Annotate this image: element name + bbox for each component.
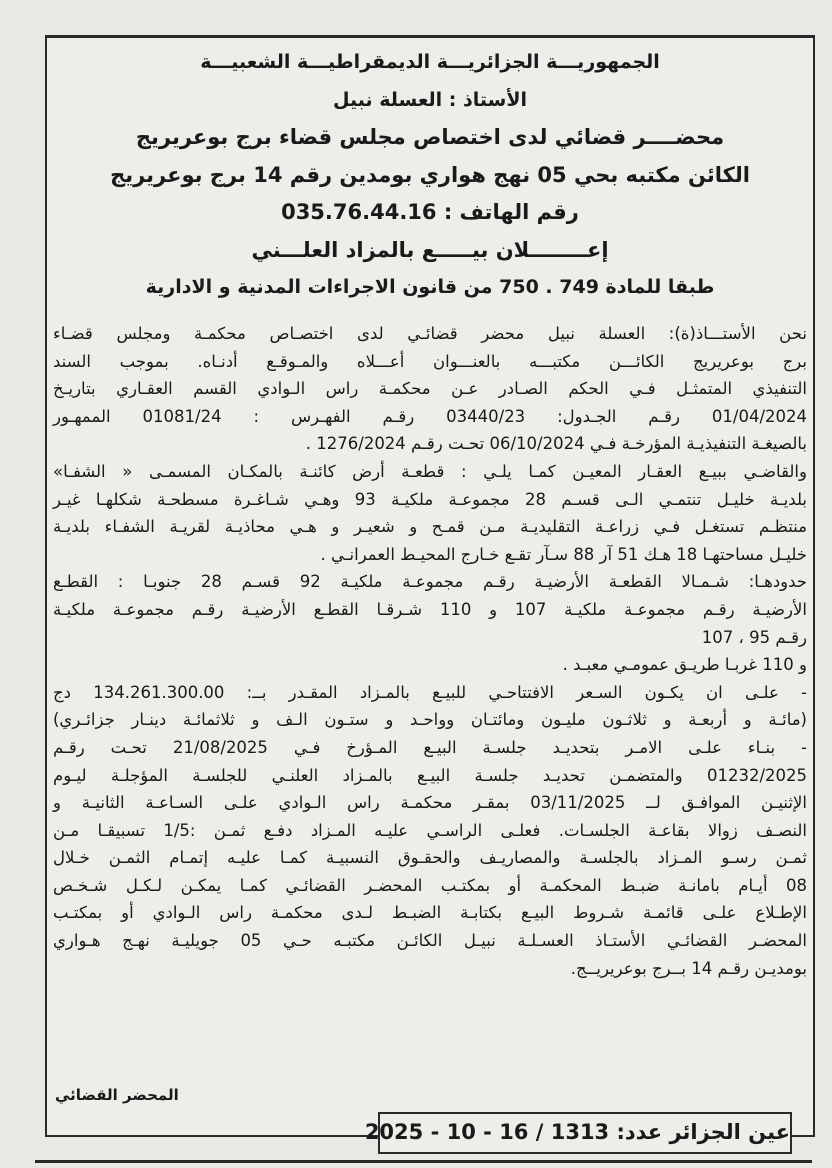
country-heading: الجمهوريـــة الجزائريـــة الديمقراطيـــة الشعبيـــة	[200, 51, 660, 73]
notice-header	[47, 44, 813, 307]
notice-body	[53, 320, 807, 982]
body-line: 01232/2025 والمتضمـن تحديـد جلسـة البيـع بالمـزاد العلنـي للجلسـة المؤجلـة ليـوم	[53, 765, 807, 785]
publication-reference: عين الجزائر عدد: 1313 / 16 - 10 - 2025	[378, 1112, 792, 1154]
body-line: 01/04/2024 رقـم الجـدول: 03440/23 رقـم الفهـرس : 01081/24 الممهـور	[53, 406, 807, 426]
body-line: و 110 غربـا طريـق عمومـي معبـد .	[562, 655, 807, 675]
body-line: - علـى ان يكـون السـعر الافتتاحـي للبيـع بالمـزاد المقـدر بــ: 134.261.300.00 دج	[53, 682, 807, 702]
signature: المحضر القضائي	[55, 1086, 179, 1104]
body-line: بلديـة خليـل تنتمـي الـى قسـم 28 مجموعـة ملكيـة 93 وهـي شـاغـرة مسطحـة شكلهـا غيـر	[53, 489, 808, 509]
body-line: الإطـلاع علـى قائمـة شـروط البيـع بكتابـة الضبـط لـدى محكمـة راس الـوادي أو بمكتـب	[53, 903, 807, 923]
legal-notice-box	[45, 35, 815, 1137]
bailiff-name: الأستاذ : العسلة نبيل	[332, 88, 528, 111]
body-line: والقاضـي ببيـع العقـار المعيـن كمـا يلـي : قطعـة أرض كائنـة بالمكـان المسمـى « الشفـا»	[53, 461, 807, 481]
body-line: رقـم 95 ، 107	[701, 627, 807, 647]
notice-title: إعــــــــلان بيـــــع بالمزاد العلـــني	[251, 237, 609, 262]
body-line: التنفيذي المتمثـل فـي الحكم الصـادر عـن محكمـة راس الـوادي القسم العقـاري بتاريـخ	[53, 379, 807, 399]
body-line: 08 أيـام بامانـة ضبـط المحكمـة أو بمكتـب المحضـر القضائـي كمـا يمكـن لـكـل شـخـص	[53, 875, 807, 895]
bailiff-title: محضــــر قضائي لدى اختصاص مجلس قضاء برج بوعريريج	[135, 125, 725, 149]
body-line: (مائـة و أربعـة و ثلاثـون مليـون ومائتـان وواحـد و ستـون الـف و ثلاثمائـة دينـار جزائـري)	[53, 710, 807, 730]
body-line: الأرضيـة رقـم مجموعـة ملكيـة 107 و 110 شـرقـا القطـع الأرضيـة رقـم مجموعـة ملكيـة	[53, 599, 808, 619]
body-line: نحن الأستـــاذ(ة): العسلة نبيل محضر قضائـي لدى اختصـاص محكمـة ومجلس قضـاء	[53, 324, 807, 343]
body-line: حدودهـا: شـمـالا القطعـة الأرضيـة رقـم مجموعـة ملكيـة 92 قسـم 28 جنوبـا : القطـع	[53, 572, 807, 592]
body-line: النصـف زوالا بقاعـة الجلسـات. فعلـى الراسـي عليـه المـزاد دفـع ثمـن :1/5 تسبيقـا مـن	[53, 820, 807, 840]
body-line: المحضـر القضائـي الأستـاذ العسـلـة نبيـل الكائـن مكتبـه حـي 05 جويليـة نهـج هـواري	[53, 931, 807, 951]
body-line: ثمـن رسـو المـزاد بالجلسـة والمصاريـف والحقـوق النسبيـة كمـا عليـه إتمـام الثمـن خـلال	[53, 848, 807, 868]
body-line: - بنـاء علـى الامـر بتحديـد جلسـة البيـع المـؤرخ فـي 21/08/2025 تحـت رقـم	[53, 737, 807, 757]
divider	[35, 1160, 812, 1163]
office-address: الكائن مكتبه بحي 05 نهج هواري بومدين رقم 14 برج بوعريريج	[110, 162, 750, 187]
body-line: خليـل مساحتهـا 18 هـك 51 آر 88 سـآر تقـع خـارج المحيـط العمرانـي .	[320, 544, 807, 564]
body-line: بالصيغـة التنفيذيـة المؤرخـة فـي 06/10/2024 تحـت رقـم 1276/2024 .	[305, 434, 807, 454]
body-line: برج بوعريريج الكائـــن مكتبـــه بالعنـــوان أعـــلاه والمـوقـع أدنـاه. بموجب السند	[53, 351, 807, 371]
legal-basis: طبقا للمادة 749 . 750 من قانون الاجراءات المدنية و الادارية	[145, 276, 715, 298]
body-line: بومديـن رقـم 14 بــرج بوعريريــج.	[570, 958, 807, 978]
body-line: منتظـم تستغـل فـي زراعـة التقليديـة مـن قمـح و شعيـر و هـي محاذيـة لقريـة الشفـاء بلديـة	[53, 517, 807, 537]
phone-number: رقم الهاتف : 035.76.44.16	[281, 200, 579, 224]
body-line: الإثنيـن الموافـق لــ 03/11/2025 بمقـر محكمـة راس الـوادي علـى السـاعـة الثانيـة و	[53, 793, 807, 813]
